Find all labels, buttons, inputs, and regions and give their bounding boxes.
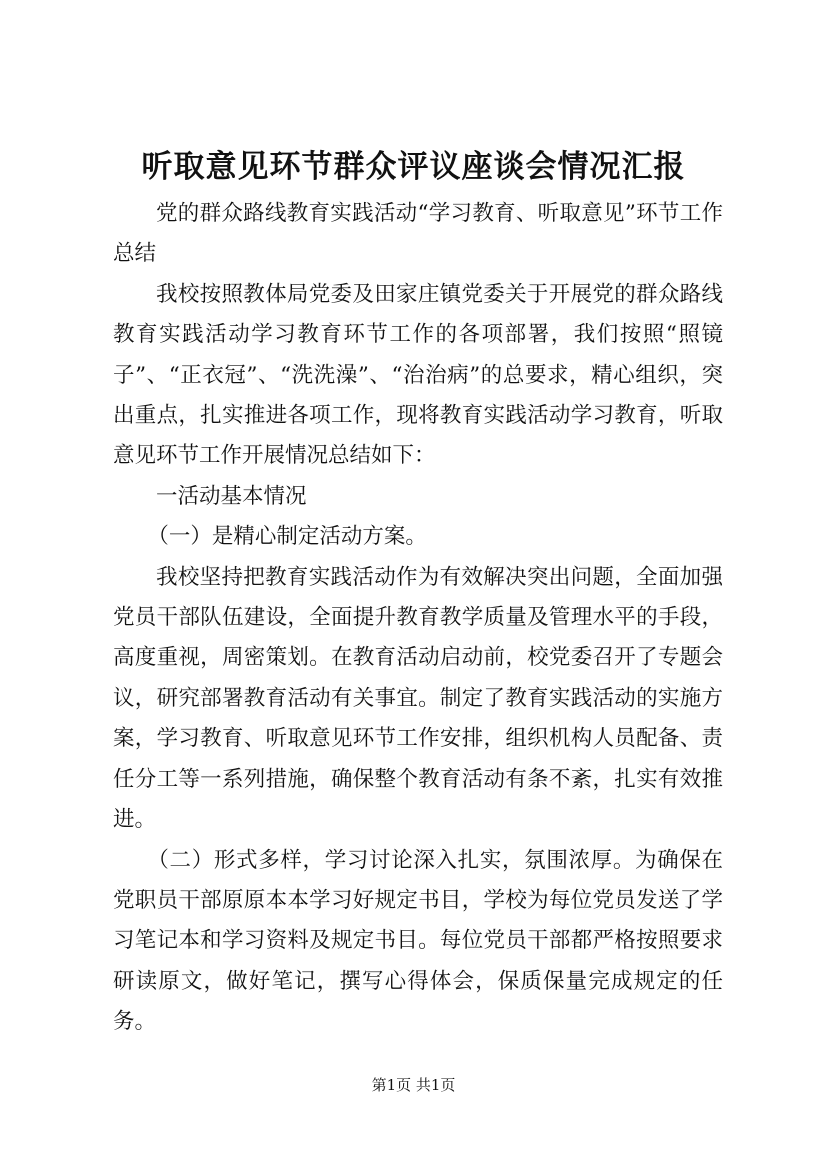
document-title: 听取意见环节群众评议座谈会情况汇报 bbox=[141, 149, 686, 185]
paragraph-subtitle: 党的群众路线教育实践活动“学习教育、听取意见”环节工作总结 bbox=[113, 201, 723, 267]
document-body bbox=[113, 194, 723, 1043]
section-heading: 一活动基本情况 bbox=[156, 483, 307, 509]
page-number: 第1页 共1页 bbox=[371, 1076, 456, 1094]
paragraph-body: （二）形式多样，学习讨论深入扎实，氛围浓厚。为确保在党职员干部原原本本学习好规定书目，学校为每位党员发送了学习笔记本和学习资料及规定书目。每位党员干部都严格按照要求研读原文，做好笔记，撰写心得体会，保质保量完成规定的任务。 bbox=[113, 847, 723, 1035]
paragraph-body: 我校坚持把教育实践活动作为有效解决突出问题，全面加强党员干部队伍建设，全面提升教育教学质量及管理水平的手段，高度重视，周密策划。在教育活动启动前，校党委召开了专题会议，研究部署教育活动有关事宜。制定了教育实践活动的实施方案，学习教育、听取意见环节工作安排，组织机构人员配备、责任分工等一系列措施，确保整个教育活动有条不紊，扎实有效推进。 bbox=[113, 564, 723, 833]
subsection-heading: （一）是精心制定活动方案。 bbox=[147, 524, 427, 550]
paragraph-intro: 我校按照教体局党委及田家庄镇党委关于开展党的群众路线教育实践活动学习教育环节工作的各项部署，我们按照“照镜子”、“正衣冠”、“洗洗澡”、“治治病”的总要求，精心组织，突出重点，扎实推进各项工作，现将教育实践活动学习教育，听取意见环节工作开展情况总结如下： bbox=[113, 281, 723, 469]
